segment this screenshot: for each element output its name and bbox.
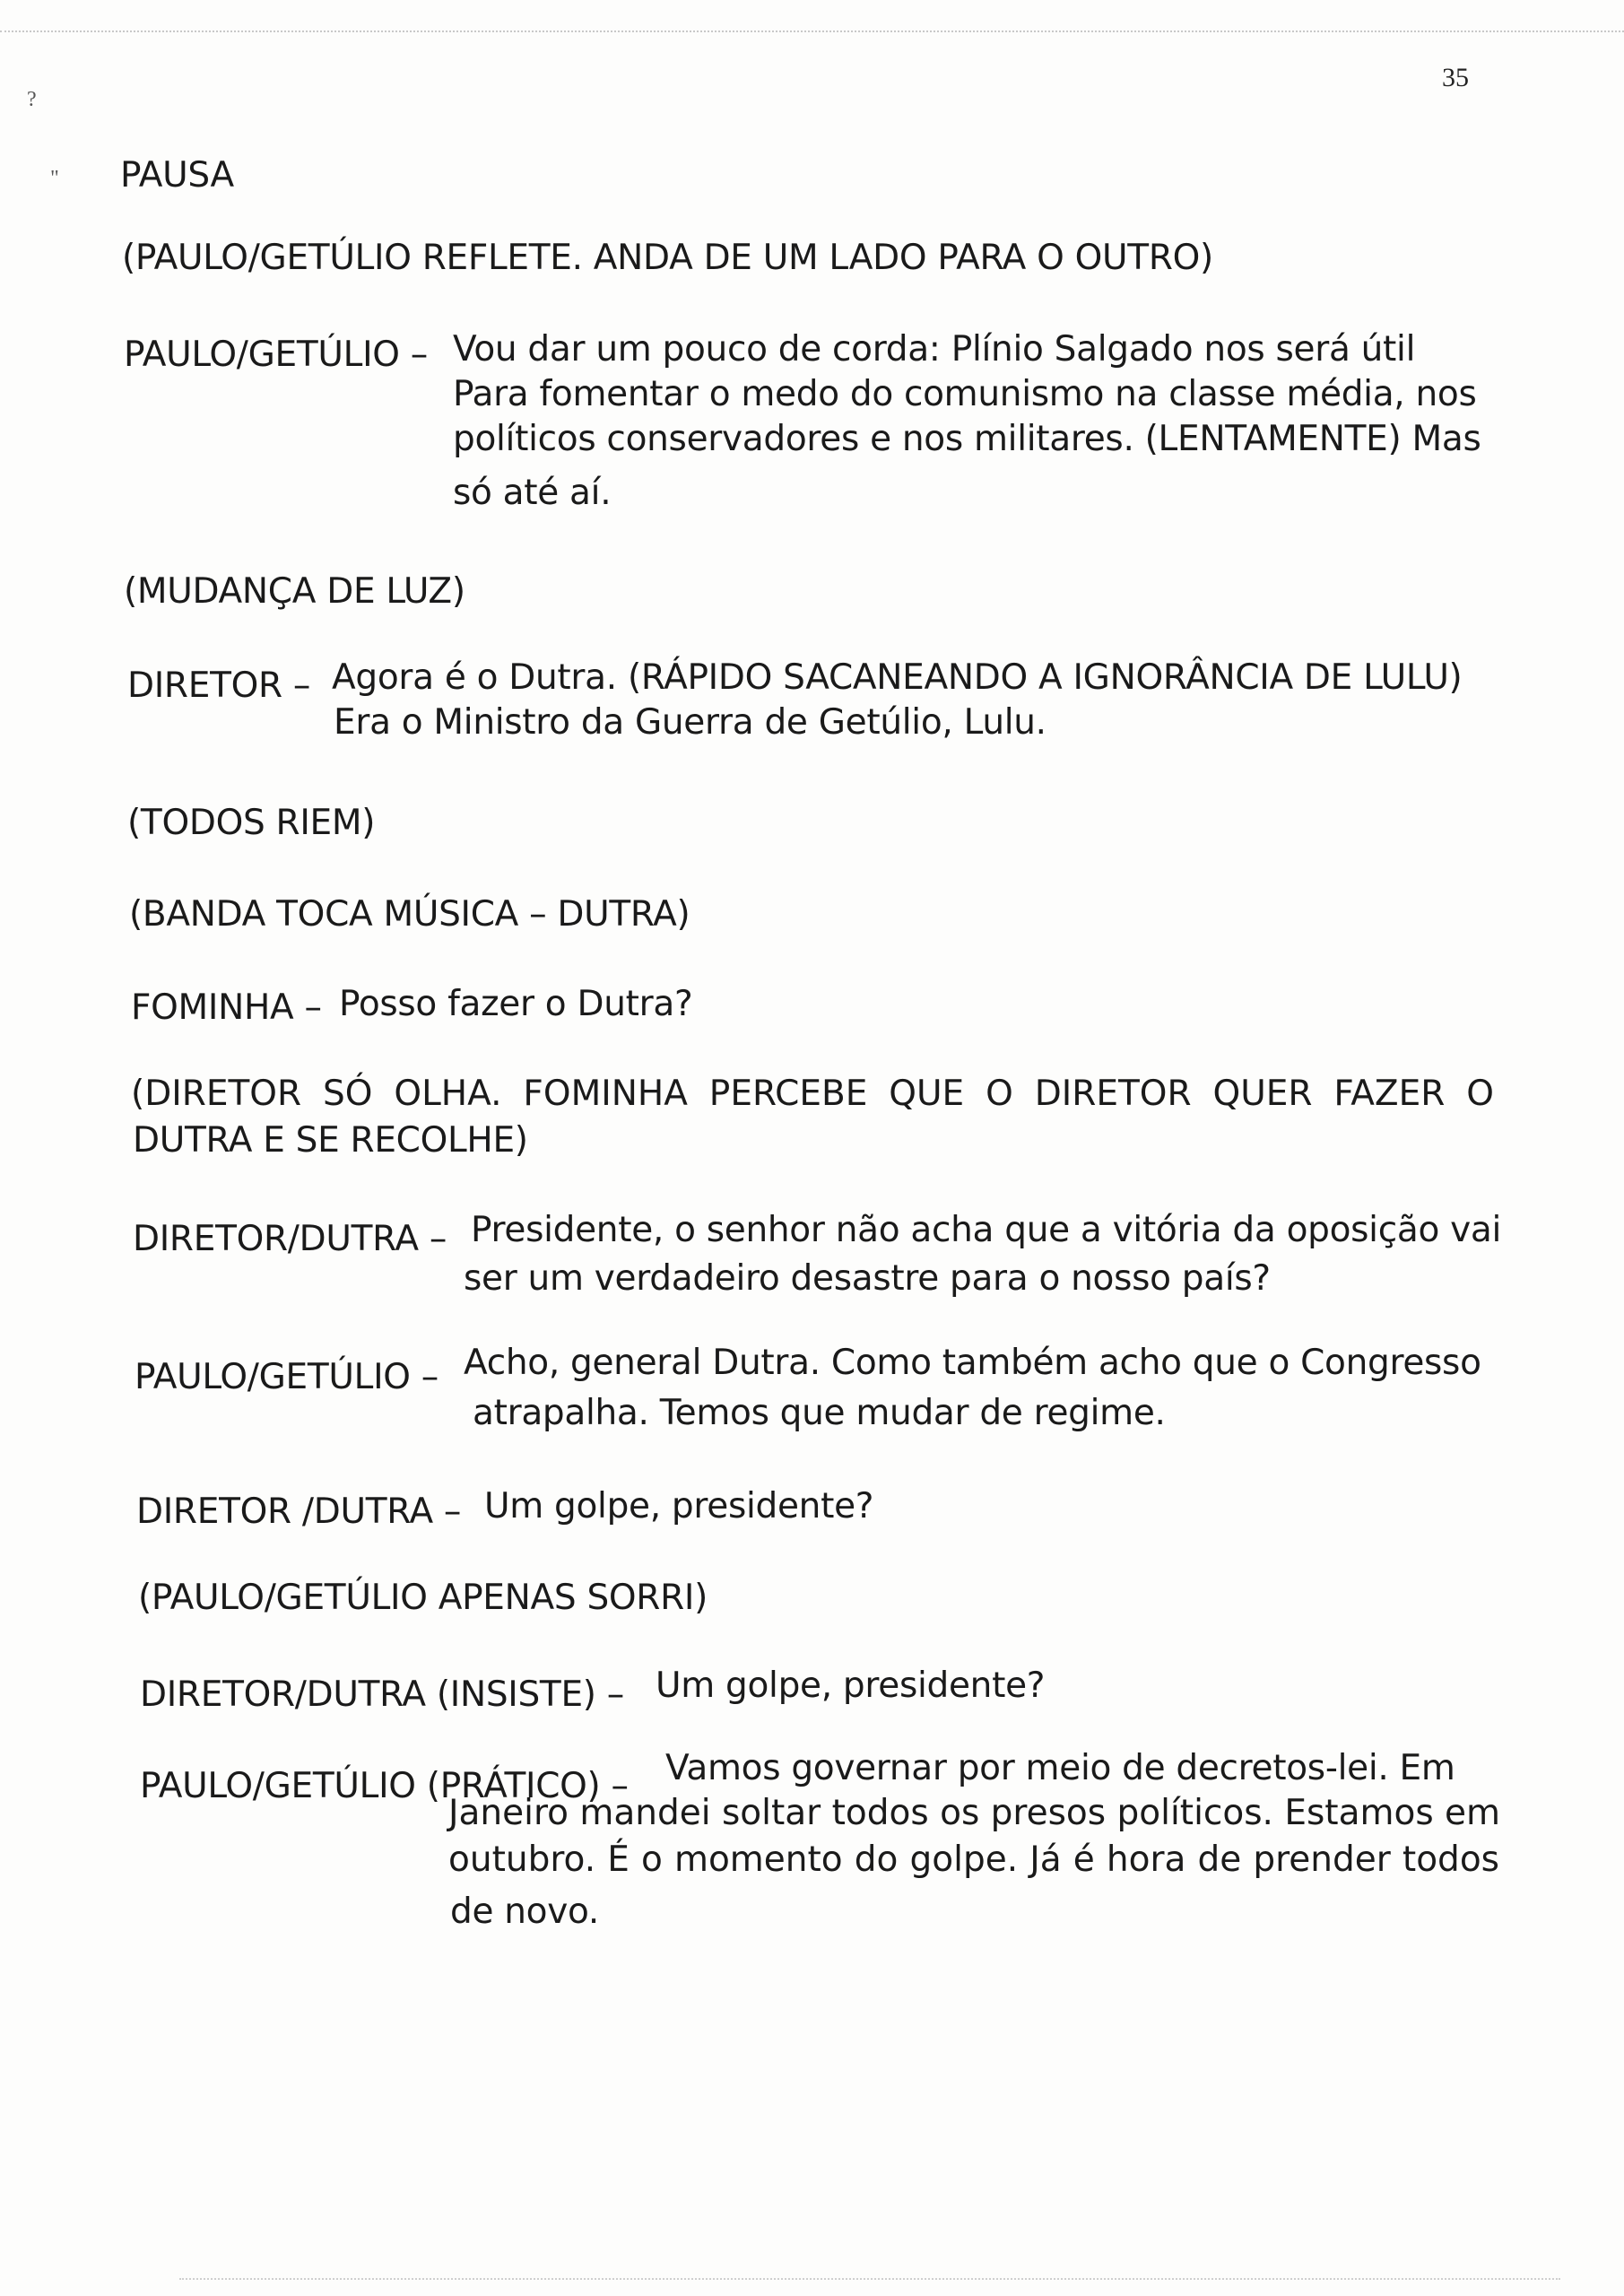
- scan-top-edge: [0, 30, 1624, 32]
- speech-line: Um golpe, presidente?: [484, 1486, 874, 1526]
- speaker-name: DIRETOR/DUTRA (INSISTE) –: [140, 1674, 625, 1715]
- speaker-name: DIRETOR –: [127, 665, 311, 706]
- speech-line: atrapalha. Temos que mudar de regime.: [473, 1393, 1166, 1433]
- speech-line: só até aí.: [453, 473, 612, 513]
- speaker-name: DIRETOR/DUTRA –: [133, 1219, 447, 1259]
- stage-direction: (PAULO/GETÚLIO APENAS SORRI): [138, 1578, 708, 1618]
- speech-line: outubro. É o momento do golpe. Já é hora de prender todos: [448, 1839, 1499, 1880]
- stage-direction: (TODOS RIEM): [127, 803, 376, 843]
- speech-line: Agora é o Dutra. (RÁPIDO SACANEANDO A IGNORÂNCIA DE LULU): [332, 657, 1463, 698]
- speech-line: Acho, general Dutra. Como também acho que o Congresso: [464, 1343, 1481, 1383]
- speech-line: Vou dar um pouco de corda: Plínio Salgado nos será útil: [453, 329, 1416, 370]
- speech-line: Para fomentar o medo do comunismo na classe média, nos: [453, 374, 1477, 414]
- speaker-name: FOMINHA –: [131, 987, 322, 1028]
- page-number: 35: [1442, 63, 1469, 92]
- speech-line: de novo.: [450, 1892, 599, 1932]
- speech-line: Presidente, o senhor não acha que a vitória da oposição vai: [471, 1210, 1502, 1250]
- speaker-name: PAULO/GETÚLIO (PRÁTICO) –: [140, 1766, 629, 1806]
- stage-direction: (BANDA TOCA MÚSICA – DUTRA): [129, 894, 690, 935]
- stage-direction: (MUDANÇA DE LUZ): [124, 571, 465, 612]
- speaker-name: PAULO/GETÚLIO –: [135, 1357, 439, 1397]
- margin-mark: ?: [27, 88, 37, 111]
- speaker-name: PAULO/GETÚLIO –: [124, 335, 428, 375]
- stage-direction: PAUSA: [120, 155, 234, 196]
- stage-direction: DUTRA E SE RECOLHE): [133, 1120, 528, 1161]
- margin-mark: ": [50, 167, 59, 190]
- speech-line: Posso fazer o Dutra?: [339, 984, 693, 1024]
- scan-bottom-edge: [179, 2278, 1560, 2280]
- speech-line: Janeiro mandei soltar todos os presos políticos. Estamos em: [448, 1793, 1501, 1833]
- speech-line: políticos conservadores e nos militares. (LENTAMENTE) Mas: [453, 419, 1481, 459]
- speech-line: ser um verdadeiro desastre para o nosso país?: [464, 1258, 1271, 1299]
- speaker-name: DIRETOR /DUTRA –: [136, 1492, 462, 1532]
- speech-line: Era o Ministro da Guerra de Getúlio, Lulu.: [334, 702, 1046, 743]
- speech-line: Vamos governar por meio de decretos-lei. Em: [665, 1748, 1455, 1788]
- stage-direction: (PAULO/GETÚLIO REFLETE. ANDA DE UM LADO PARA O OUTRO): [122, 238, 1213, 278]
- speech-line: Um golpe, presidente?: [656, 1665, 1046, 1706]
- stage-direction: (DIRETOR SÓ OLHA. FOMINHA PERCEBE QUE O DIRETOR QUER FAZER O: [131, 1074, 1494, 1114]
